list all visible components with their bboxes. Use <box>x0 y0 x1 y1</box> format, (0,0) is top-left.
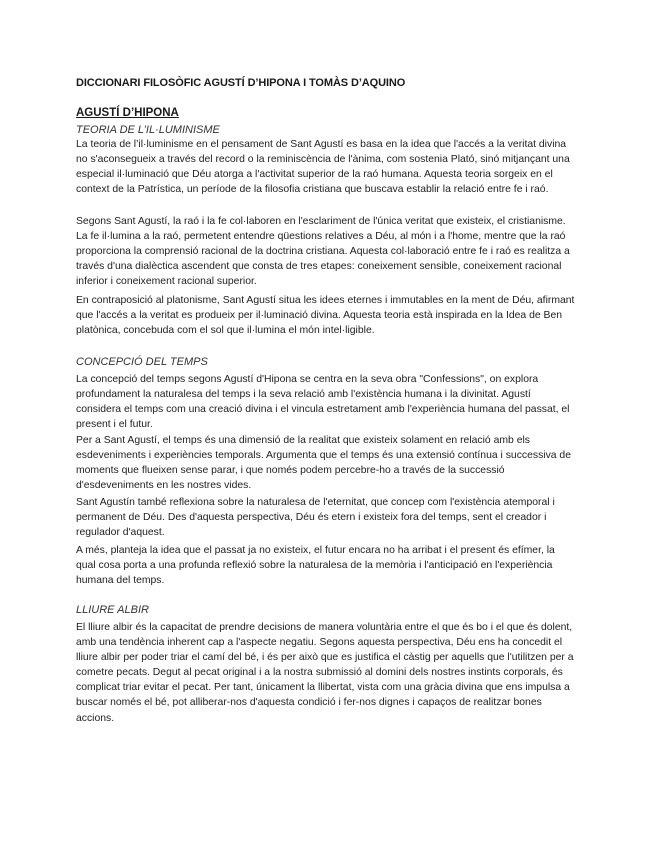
paragraph: Segons Sant Agustí, la raó i la fe col·laboren en l'esclariment de l'única veritat que existeix, el cristianisme. La fe il·lumina a la raó, permetent entendre qüestions relatives a Déu, al món i a l'home, mentre que la raó proporciona la comprensió racional de la doctrina cristiana. Aquesta col·laboració entre fe i raó es realitza a través d'una dialèctica ascendent que consta de tres etapes: coneixement sensible, coneixement racional inferior i coneixement racional superior. <box>76 216 570 288</box>
paragraph: A més, planteja la idea que el passat ja no existeix, el futur encara no ha arribat i el present és efímer, la qual cosa porta a una profunda reflexió sobre la naturalesa de la memòria i l'anticipació en l'experiència humana del temps. <box>76 545 555 587</box>
subsection-heading-temps: CONCEPCIÓ DEL TEMPS <box>76 356 208 368</box>
paragraph: La concepció del temps segons Agustí d'Hipona se centra en la seva obra "Confessions", on explora profundament la naturalesa del temps i la seva relació amb l'existència humana i la divinitat. Agustí considera el temps com una creació divina i el vincula estretament amb l'experiència humana del passat, el present i el futur. <box>76 374 570 431</box>
paragraph: El lliure albir és la capacitat de prendre decisions de manera voluntària entre el que és bo i el que és dolent, amb una tendència inherent cap a l'aspecte negatiu. Segons aquesta perspectiva, Déu ens ha concedit el lliure albir per poder triar el camí del bé, i és per això que es justifica el càstig per aquells que l'utilitzen per a cometre pecats. Degut al pecat original i a la nostra submissió al domini dels nostres instints corporals, és complicat triar evitar el pecat. Per tant, únicament la llibertat, vista com una gràcia divina que ens impulsa a buscar només el bé, pot alliberar-nos d'aquesta condició i fer-nos dignes i capaços de realitzar bones accions. <box>76 622 574 724</box>
paragraph: Sant Agustín també reflexiona sobre la naturalesa de l'eternitat, que concep com l'existència atemporal i permanent de Déu. Des d'aquesta perspectiva, Déu és etern i existeix fora del temps, sent el creador i regulador d'aquest. <box>76 497 555 539</box>
paragraph: Per a Sant Agustí, el temps és una dimensió de la realitat que existeix solament en relació amb els esdeveniments i experiències temporals. Argumenta que el temps és una extensió contínua i successiva de moments que flueixen sense parar, i que només podem percebre-ho a través de la successió d'esdeveniments en les nostres vides. <box>76 435 571 492</box>
document-title: DICCIONARI FILOSÒFIC AGUSTÍ D’HIPONA I TOMÀS D’AQUINO <box>76 77 406 89</box>
subsection-heading-lliure-albir: LLIURE ALBIR <box>76 604 149 616</box>
section-title: AGUSTÍ D’HIPONA <box>76 107 179 119</box>
subsection-heading-illuminisme: TEORIA DE L’IL·LUMINISME <box>76 124 220 136</box>
paragraph: En contraposició al platonisme, Sant Agustí situa les idees eternes i immutables en la ment de Déu, afirmant que l'accés a la veritat es produeix per il·luminació divina. Aquesta teoria està inspirada en la Idea de Ben platònica, concebuda com el sol que il·lumina el món intel·ligible. <box>76 295 575 337</box>
paragraph: La teoria de l’il·luminisme en el pensament de Sant Agustí es basa en la idea que l'accés a la veritat divina no s'aconsegueix a través del record o la reminiscència de l'ànima, com sostenia Plató, sinó mitjançant una especial il·luminació que Déu atorga a l'activitat superior de la raó humana. Aquesta teoria sorgeix en el context de la Patrística, un període de la filosofia cristiana que buscava establir la relació entre fe i raó. <box>76 139 570 196</box>
